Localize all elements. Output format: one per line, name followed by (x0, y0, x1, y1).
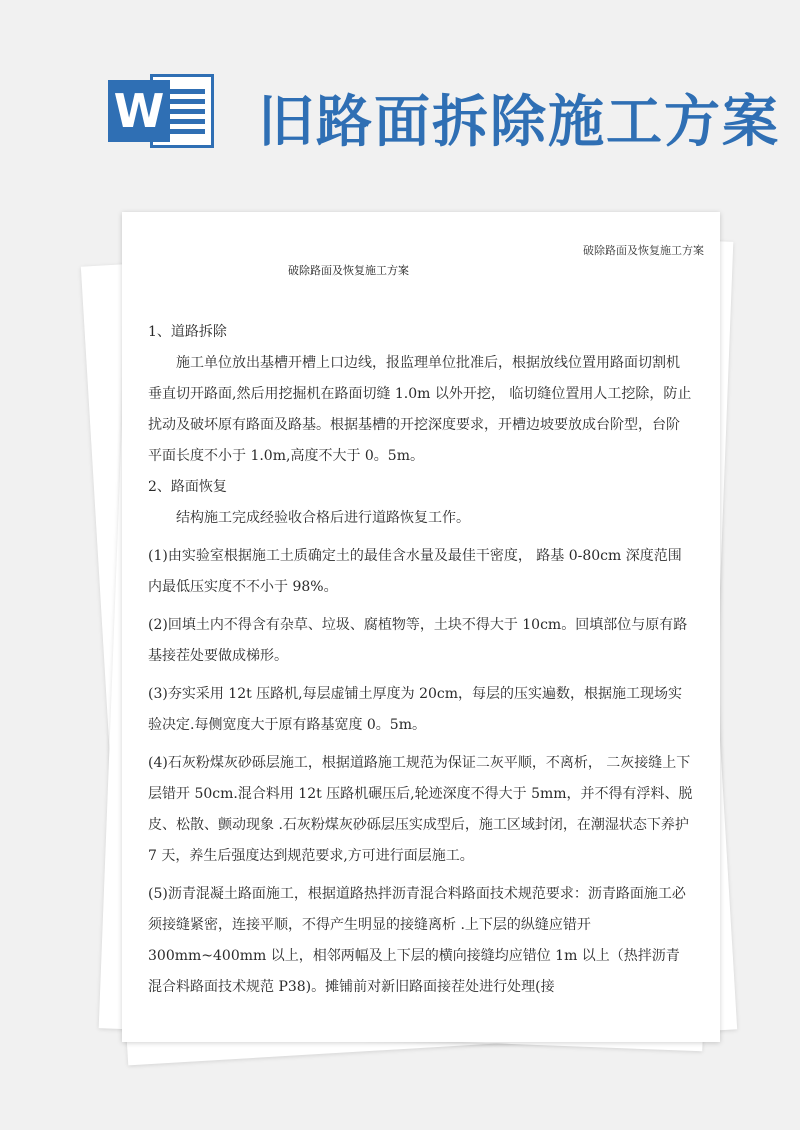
list-item: (1)由实验室根据施工土质确定土的最佳含水量及最佳干密度， 路基 0-80cm 深度范围内最低压实度不不小于 98%。 (148, 548, 682, 595)
document-body (148, 317, 693, 1003)
list-item: (5)沥青混凝土路面施工，根据道路热拌沥青混合料路面技术规范要求：沥青路面施工必须接缝紧密，连接平顺，不得产生明显的接缝离析 .上下层的纵缝应错开 300mm~400mm 以上，相邻两幅及上下层的横向接缝均应错位 1m 以上（热拌沥青混合料路面技术规范 P38)。摊铺前对新旧路面接茬处进行处理(接 (148, 886, 686, 995)
section-heading: 2、路面恢复 (148, 479, 227, 495)
paragraph: 结构施工完成经验收合格后进行道路恢复工作。 (176, 510, 470, 526)
banner-title: 旧路面拆除施工方案 (258, 90, 780, 155)
section-heading: 1、道路拆除 (148, 324, 227, 340)
document-title: 破除路面及恢复施工方案 (288, 264, 409, 277)
list-item: (4)石灰粉煤灰砂砾层施工，根据道路施工规范为保证二灰平顺，不离析， 二灰接缝上下层错开 50cm.混合料用 12t 压路机碾压后,轮迹深度不得大于 5mm，并不得有浮料、脱皮、松散、颤动现象 .石灰粉煤灰砂砾层压实成型后，施工区域封闭，在潮湿状态下养护 7 天，养生后强度达到规范要求,方可进行面层施工。 (148, 755, 693, 864)
word-document-icon (108, 70, 218, 150)
banner (0, 0, 800, 200)
paragraph: 施工单位放出基槽开槽上口边线，报监理单位批准后，根据放线位置用路面切割机垂直切开路面,然后用挖掘机在路面切缝 1.0m 以外开挖， 临切缝位置用人工挖除，防止扰动及破坏原有路面及路基。根据基槽的开挖深度要求，开槽边坡要放成台阶型，台阶平面长度不小于 1.0m,高度不大于 0。5m。 (148, 355, 692, 464)
word-icon-letter: W (108, 80, 170, 142)
running-header: 破除路面及恢复施工方案 (583, 244, 704, 257)
list-item: (3)夯实采用 12t 压路机,每层虚铺土厚度为 20cm，每层的压实遍数，根据施工现场实验决定.每侧宽度大于原有路基宽度 0。5m。 (148, 686, 683, 733)
document-page (122, 212, 720, 1042)
list-item: (2)回填土内不得含有杂草、垃圾、腐植物等，土块不得大于 10cm。回填部位与原有路基接茬处要做成梯形。 (148, 617, 688, 664)
